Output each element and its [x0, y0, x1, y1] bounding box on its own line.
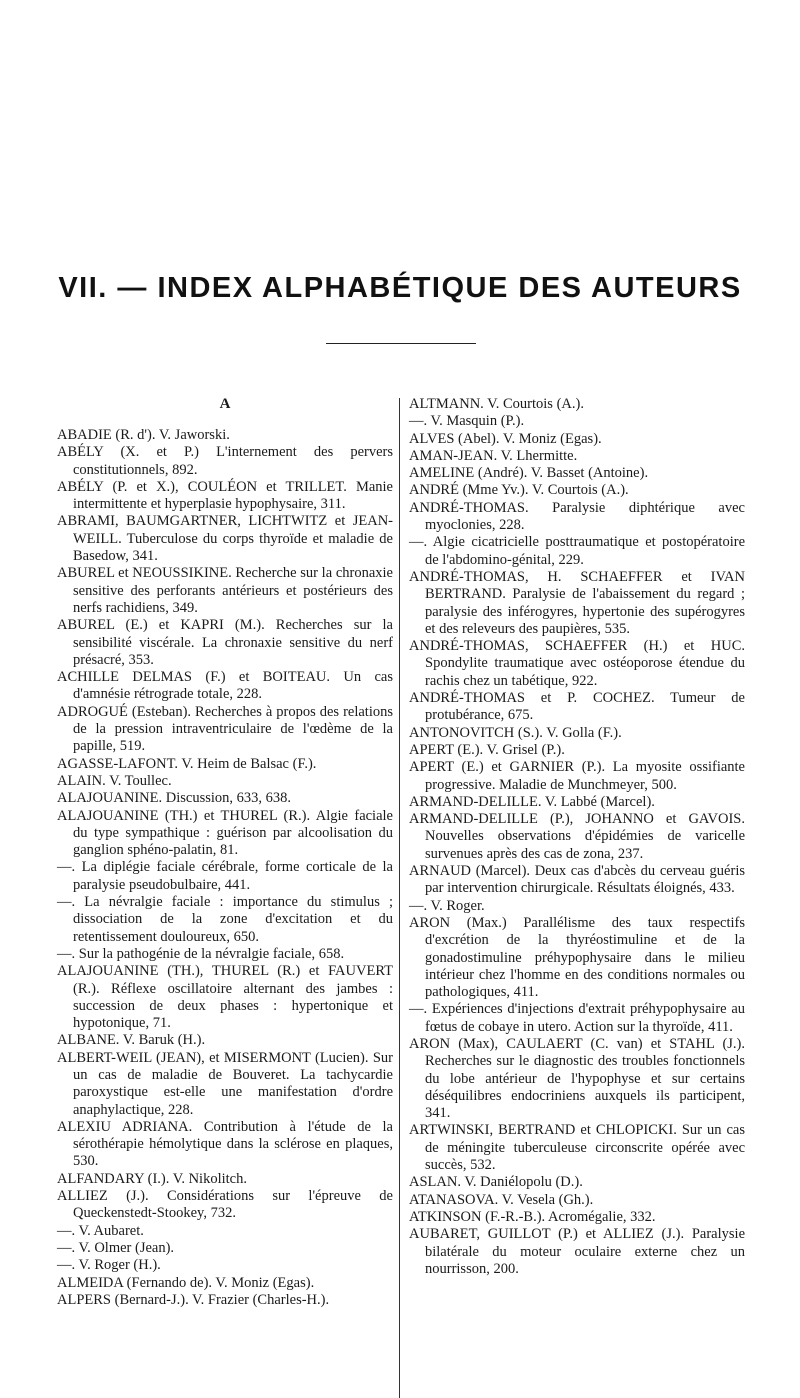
page-title: VII. — INDEX ALPHABÉTIQUE DES AUTEURS	[58, 272, 742, 304]
column-divider	[399, 398, 400, 1398]
index-entry: ARTWINSKI, BERTRAND et CHLOPICKI. Sur un cas de méningite tuberculeuse circonscrite opérée avec succès, 532.	[409, 1122, 745, 1174]
index-entry: ALVES (Abel). V. Moniz (Egas).	[409, 430, 602, 447]
right-entries	[409, 396, 745, 1278]
index-entry: —. V. Masquin (P.).	[409, 413, 525, 430]
index-entry: ATKINSON (F.-R.-B.). Acromégalie, 332.	[409, 1208, 656, 1225]
index-entry: AMAN-JEAN. V. Lhermitte.	[409, 447, 578, 464]
index-entry: ANDRÉ-THOMAS, H. SCHAEFFER et IVAN BERTRAND. Paralysie de l'abaissement du regard ; paralysie des inférogyres, hypertonie des supérogyres et des releveurs des paupières, 535.	[409, 568, 745, 637]
index-entry: ATANASOVA. V. Vesela (Gh.).	[409, 1191, 594, 1208]
index-entry: —. La diplégie faciale cérébrale, forme corticale de la paralysie pseudobulbaire, 441.	[57, 859, 393, 893]
index-entry: ABRAMI, BAUMGARTNER, LICHTWITZ et JEAN-WEILL. Tuberculose du corps thyroïde et maladie de Basedow, 341.	[57, 513, 393, 565]
index-entry: ALFANDARY (I.). V. Nikolitch.	[57, 1170, 247, 1187]
index-entry: ARON (Max.) Parallélisme des taux respectifs d'excrétion de la thyréostimuline et de la gonadostimuline préhypophysaire dans le milieu intérieur chez l'homme en des conditions normales ou pathologiques, 411.	[409, 914, 745, 1001]
index-entry: ALBERT-WEIL (JEAN), et MISERMONT (Lucien). Sur un cas de maladie de Bouveret. La tachycardie paroxystique est-elle une manifestation d'ordre anaphylactique, 228.	[57, 1049, 393, 1118]
index-entry: ALMEIDA (Fernando de). V. Moniz (Egas).	[57, 1274, 315, 1291]
index-entry: ABUREL (E.) et KAPRI (M.). Recherches sur la sensibilité viscérale. La chronaxie sensitive du nerf présacré, 353.	[57, 617, 393, 668]
title-divider	[326, 343, 476, 344]
index-entry: ANDRÉ-THOMAS et P. COCHEZ. Tumeur de protubérance, 675.	[409, 690, 745, 724]
index-entry: ALBANE. V. Baruk (H.).	[57, 1032, 206, 1049]
index-entry: ANDRÉ-THOMAS, SCHAEFFER (H.) et HUC. Spondylite traumatique avec ostéoporose étendue du rachis chez un tabétique, 922.	[409, 638, 745, 689]
index-entry: ABUREL et NEOUSSIKINE. Recherche sur la chronaxie sensitive des perforants antérieurs et postérieurs des nerfs rachidiens, 349.	[57, 565, 393, 616]
index-entry: ARMAND-DELILLE (P.), JOHANNO et GAVOIS. Nouvelles observations d'épidémies de varicelle survenues après des cas de zona, 237.	[409, 811, 745, 862]
index-entry: ARNAUD (Marcel). Deux cas d'abcès du cerveau guéris par intervention chirurgicale. Résultats éloignés, 433.	[409, 863, 745, 897]
index-entry: —. V. Roger.	[409, 897, 485, 914]
index-entry: —. Expériences d'injections d'extrait préhypophysaire au fœtus de cobaye in utero. Action sur la thyroïde, 411.	[409, 1001, 745, 1035]
index-entry: ALAIN. V. Toullec.	[57, 772, 172, 789]
index-entry: —. La névralgie faciale : importance du stimulus ; dissociation de la zone d'excitation et du retentissement douloureux, 650.	[57, 894, 393, 945]
index-entry: ASLAN. V. Daniélopolu (D.).	[409, 1174, 583, 1191]
index-entry: —. Sur la pathogénie de la névralgie faciale, 658.	[57, 945, 345, 962]
index-entry: ACHILLE DELMAS (F.) et BOITEAU. Un cas d'amnésie rétrograde totale, 228.	[57, 669, 393, 703]
index-entry: ALPERS (Bernard-J.). V. Frazier (Charles-H.).	[57, 1291, 330, 1308]
index-entry: ADROGUÉ (Esteban). Recherches à propos des relations de la pression intraventriculaire de l'œdème de la papille, 519.	[57, 703, 393, 755]
left-column	[57, 396, 393, 1309]
index-entry: ALTMANN. V. Courtois (A.).	[409, 396, 584, 412]
index-entry: ABÉLY (P. et X.), COULÉON et TRILLET. Manie intermittente et hyperplasie hypophysaire, 311.	[57, 478, 393, 513]
index-entry: —. V. Olmer (Jean).	[57, 1239, 175, 1256]
index-entry: —. Algie cicatricielle posttraumatique et postopératoire de l'abdomino-génital, 229.	[409, 534, 745, 568]
index-entry: ALAJOUANINE (TH.) et THUREL (R.). Algie faciale du type sympathique : guérison par alcoolisation du ganglion sphéno-palatin, 81.	[57, 807, 393, 859]
section-letter: A	[219, 396, 231, 412]
index-entry: ALAJOUANINE (TH.), THUREL (R.) et FAUVERT (R.). Réflexe oscillatoire alternant des jambes : succession de deux phases : hypertonique et hypotonique, 71.	[57, 963, 393, 1032]
index-entry: —. V. Aubaret.	[57, 1222, 144, 1239]
right-column	[409, 396, 745, 1278]
index-entry: AGASSE-LAFONT. V. Heim de Balsac (F.).	[57, 755, 317, 772]
index-entry: ANTONOVITCH (S.). V. Golla (F.).	[409, 724, 622, 741]
index-entry: ARON (Max), CAULAERT (C. van) et STAHL (J.). Recherches sur le diagnostic des troubles fonctionnels du lobe antérieur de l'hypophyse et sur certains déséquilibres endocriniens auxquels ils participent, 341.	[409, 1035, 745, 1122]
index-entry: APERT (E.) et GARNIER (P.). La myosite ossifiante progressive. Maladie de Munchmeyer, 500.	[409, 759, 745, 793]
index-entry: ALEXIU ADRIANA. Contribution à l'étude de la sérothérapie hémolytique dans la sclérose en plaques, 530.	[57, 1118, 393, 1170]
index-entry: AUBARET, GUILLOT (P.) et ALLIEZ (J.). Paralysie bilatérale du moteur oculaire externe chez un nourrisson, 200.	[409, 1226, 745, 1277]
index-entry: AMELINE (André). V. Basset (Antoine).	[409, 465, 649, 482]
index-entry: APERT (E.). V. Grisel (P.).	[409, 741, 565, 758]
index-entry: ALLIEZ (J.). Considérations sur l'épreuve de Queckenstedt-Stookey, 732.	[57, 1188, 393, 1222]
index-entry: ANDRÉ-THOMAS. Paralysie diphtérique avec myoclonies, 228.	[409, 499, 745, 534]
index-entry: ABADIE (R. d'). V. Jaworski.	[57, 427, 230, 443]
index-entry: ALAJOUANINE. Discussion, 633, 638.	[57, 790, 292, 807]
index-entry: ABÉLY (X. et P.) L'internement des pervers constitutionnels, 892.	[57, 444, 393, 478]
index-entry: —. V. Roger (H.).	[57, 1257, 161, 1274]
index-entry: ANDRÉ (Mme Yv.). V. Courtois (A.).	[409, 482, 629, 499]
index-entry: ARMAND-DELILLE. V. Labbé (Marcel).	[409, 793, 655, 810]
left-entries	[57, 427, 393, 1309]
